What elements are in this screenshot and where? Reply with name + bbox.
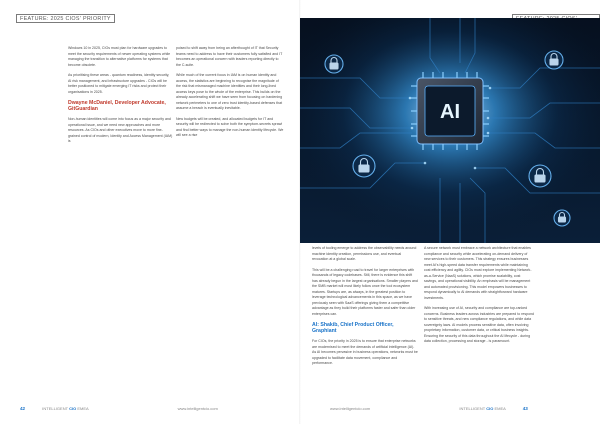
body-paragraph: poised to shift away from being an afterthought of IT that Security teams need to address to have their customers fully satisfied and IT becomes an operational concern with leaders reporting directly to the C-suite. [176,46,283,67]
body-paragraph: levels of tooling emerge to address the observability needs around machine identity creation, permissions use, and eventual revocation at a global scale. [312,246,417,261]
body-paragraph: Non-human identities will come into focus as a major security and operational issue, and we need new approaches and more resources. As CIOs and other executives move to more fine-grained control of modern, Identity and Access Management (IAM) is [68,117,173,143]
body-paragraph: New budgets will be created, and allocated budgets for IT and security will be redirected to solve both the symptom-secrets sprawl and find better ways to manage the non-human identity lifecycle. We will see a rise [176,116,284,137]
left-column-2 [176,46,284,144]
body-paragraph: With increasing use of AI, security and compliance are top-ranked concerns. Business leaders across industries are prepared to respond to sensitive threats, and new compliance regulations, and while data sovereignty laws. AI models process sensitive data, often involving proprietary information, customer data, or critical business insights. Ensuring the security of this data throughout the AI lifecycle - during data collection, processing and storage - is paramount. [424,306,535,343]
url-right[interactable]: www.intelligentcio.com [330,406,371,411]
brand-left: INTELLIGENT CIO EMEA [42,406,89,411]
feature-tag-left: FEATURE: 2025 CIOS' PRIORITY [16,14,115,23]
speaker-heading: AI: Shakib, Chief Product Officer, Graphiant [312,322,394,334]
chip-label: AI [440,101,460,123]
body-paragraph: A secure network must embrace a network architecture that enables compliance and security while accelerating on-demand delivery of new services to their customers. This strategy ensures businesses meet AI's high-speed data transfer requirements while maintaining cost efficiency and agility. CIOs must explore implementing Network-as-a-Service (NaaS) solutions, which promise scalability, cost savings, and operational visibility. An emphasis will be management and automated provisioning. This model empowers businesses to respond dynamically to AI demands with straightforward hardware investments. [424,246,532,300]
right-column-1 [312,246,418,372]
right-column-2 [424,246,534,350]
left-column-1 [68,46,173,150]
body-paragraph: As prioritising these areas - quantum readiness, identity security, AI risk management, and infrastructure upgrades - CIOs will be better positioned to mitigate emerging IT risks and protect their organisations in 2025. [68,73,170,94]
hero-image [300,18,600,243]
body-paragraph: Windows 10 in 2025, CIOs must plan for hardware upgrades to meet the security requirements of newer operating systems while managing the transition to alternative platforms for systems that become obsolete. [68,46,171,67]
body-paragraph: For CIOs, the priority in 2025 is to ensure that enterprise networks are modernised to meet the demands of artificial intelligence (AI). As AI becomes pervasive in business operations, networks must be upgraded to facilitate data movement, compliance and performance. [312,339,418,365]
body-paragraph: This will be a challenging road to travel for larger enterprises with thousands of legacy codebases. Still, there is evidence this shift has already begun in the largest organisations. Smaller players and the SMB market will most likely follow once the tool ecosystem matures. Startups are, as always, in the greatest position to leverage technological advancements in this space, as we have previously seen with SaaS offerings giving them a competitive advantage as they build their platforms faster and safer than older enterprises can. [312,267,418,316]
footer-right [330,404,590,414]
brand-right: INTELLIGENT CIO EMEA [459,406,506,411]
url-left[interactable]: www.intelligentcio.com [177,406,218,411]
page-number-left: 42 [20,406,26,411]
footer-left [20,404,290,414]
page-number-right: 43 [522,406,528,411]
speaker-heading: Dwayne McDaniel, Developer Advocate, GitGuardian [68,100,166,112]
circuit-board-illustration [300,18,600,243]
body-paragraph: While much of the current focus in IAM is on human identity and access, the statistics are beginning to recognise the magnitude of the risk that mismanaged machine identities and their long-lived access keys pose to the whole of the enterprise. This builds on the already accelerating shift we have seen from focusing on hardening network perimeters to one of zero trust identity-based defenses that assume a breach is eventually inevitable. [176,73,283,110]
